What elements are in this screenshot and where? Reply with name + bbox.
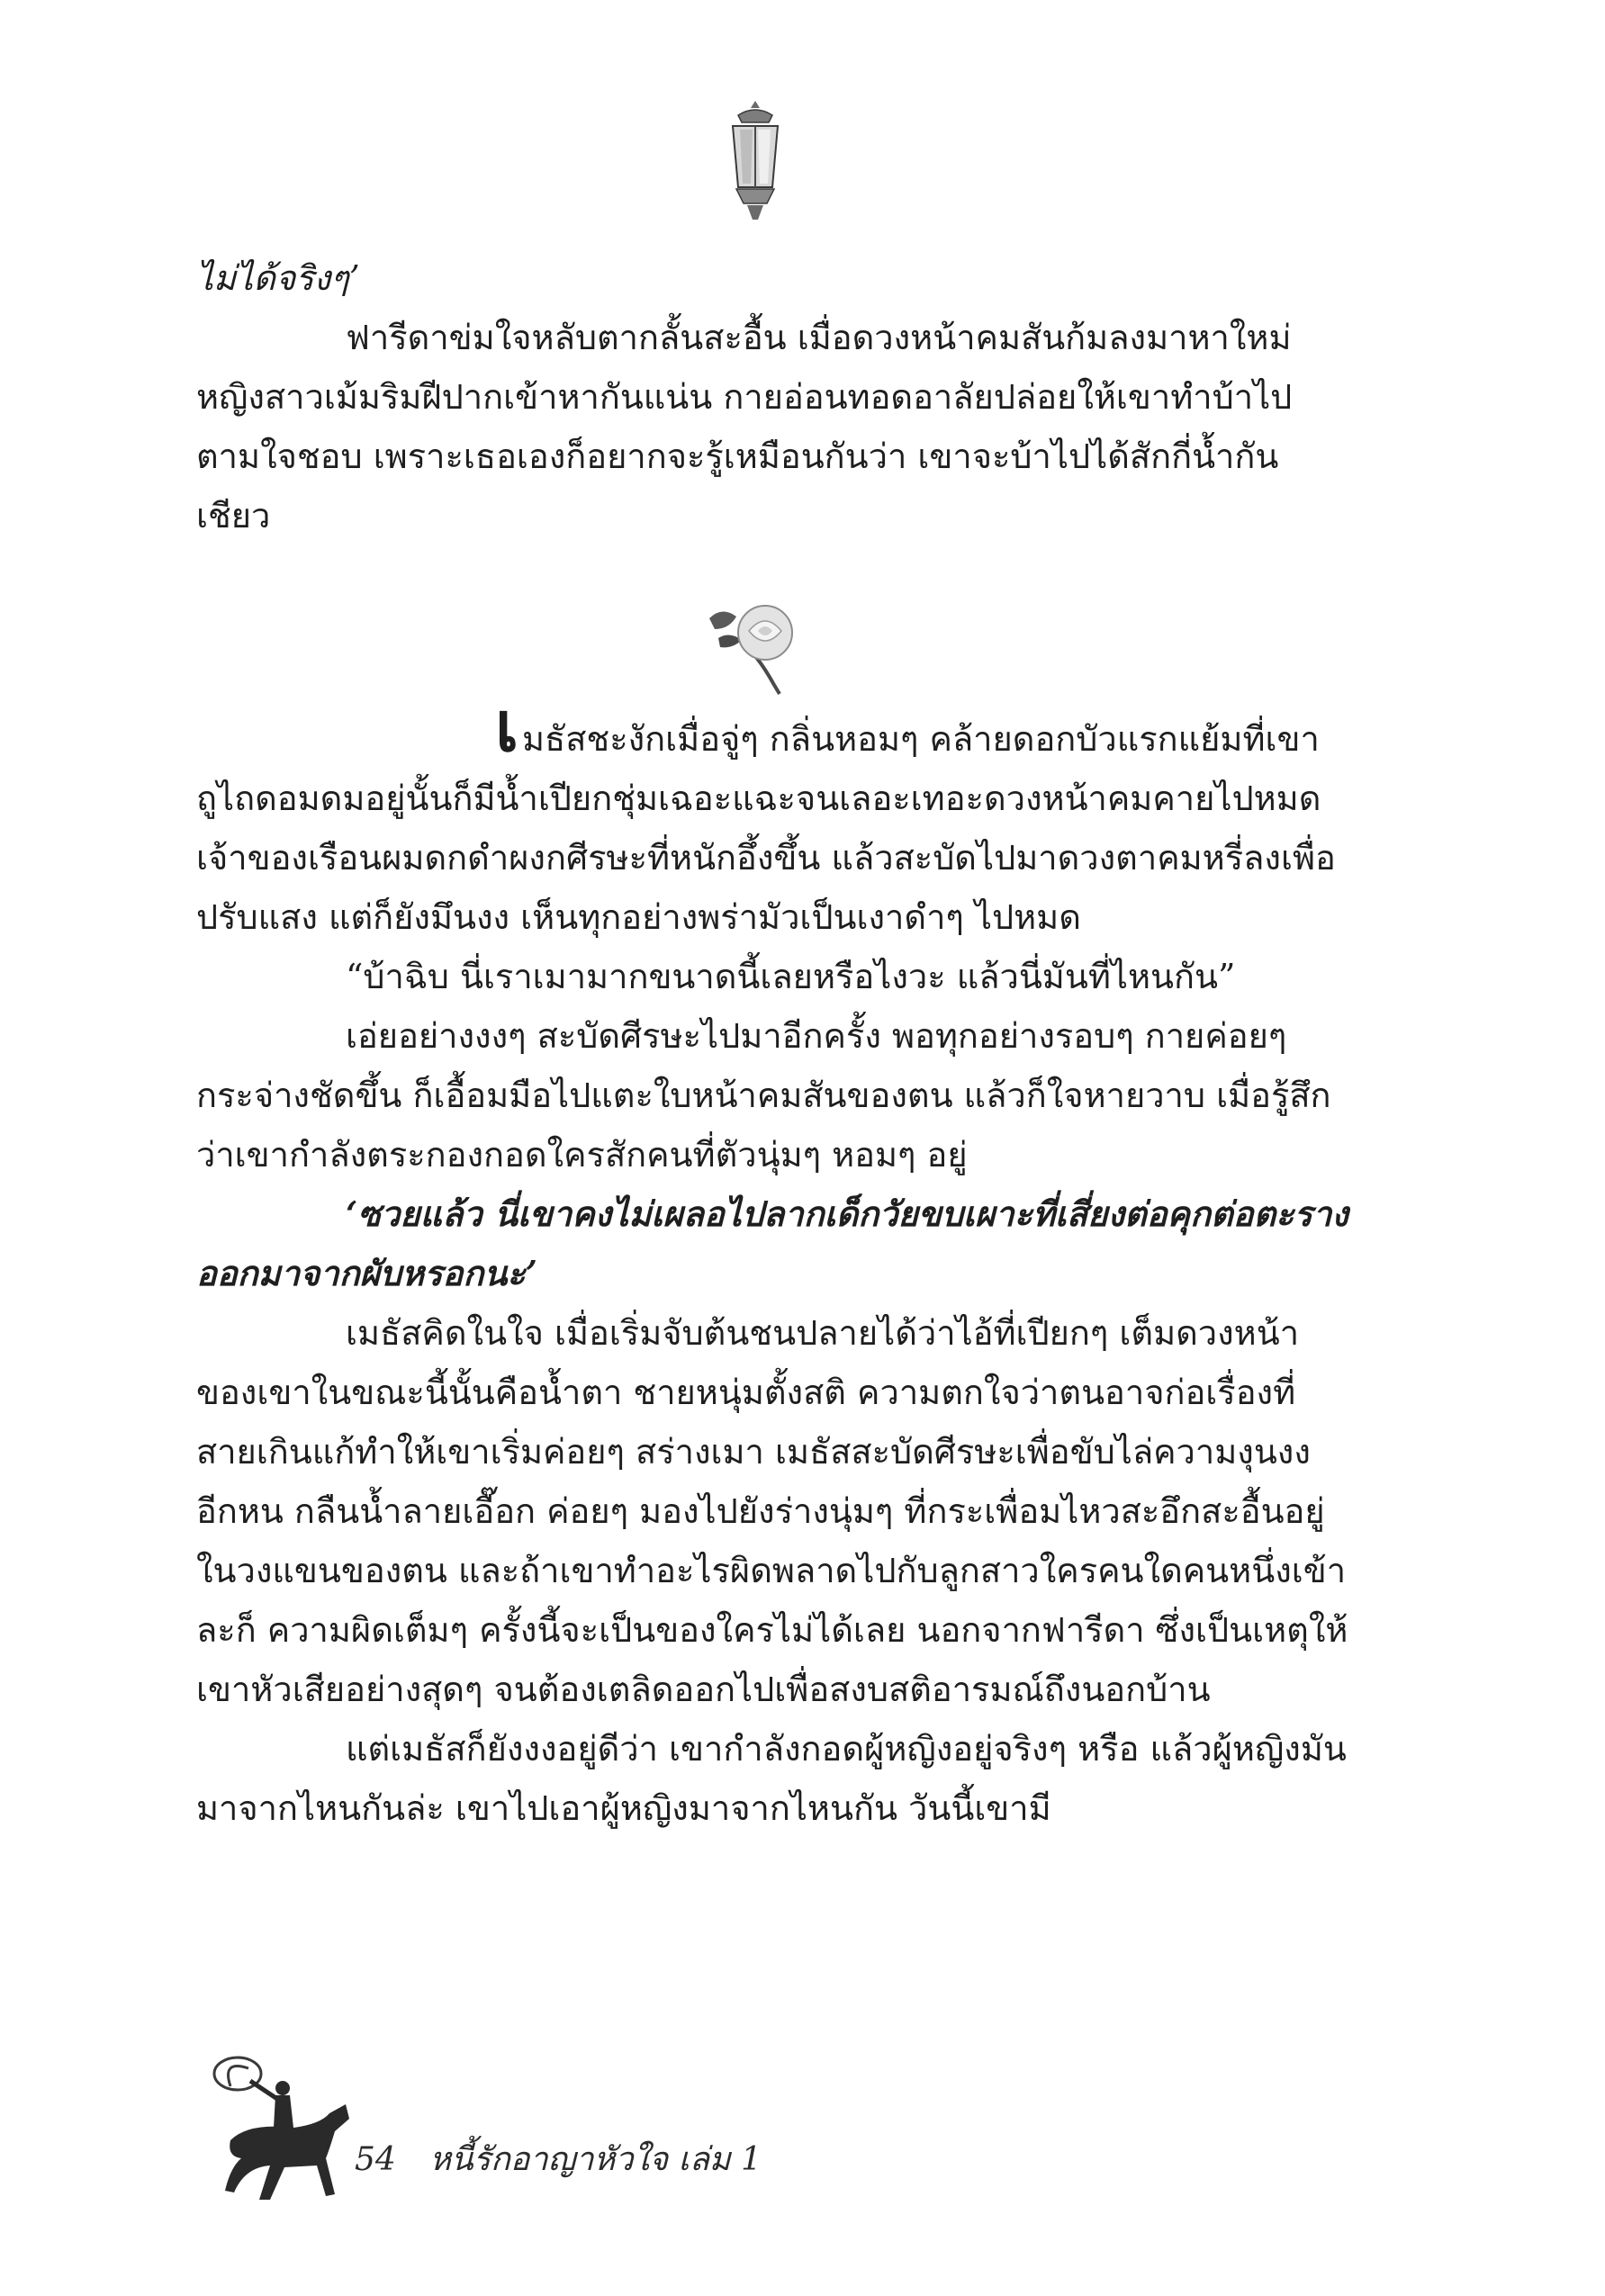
text-section-2 [196,687,1350,1838]
text-section-1 [196,248,1350,545]
dialogue-quote: “บ้าฉิบ นี่เราเมามากขนาดนี้เลยหรือไงวะ แล้วนี่มันที่ไหนกัน” [346,957,1236,996]
drop-cap: เ [495,687,518,767]
paragraph: เอ่ยอย่างงงๆ สะบัดศีรษะไปมาอีกครั้ง พอทุกอย่างรอบๆ กายค่อยๆ กระจ่างชัดขึ้น ก็เอื้อมมือไปแตะใบหน้าคมสันของตน แล้วก็ใจหายวาบ เมื่อรู้สึกว่าเขากำลังตระกองกอดใครสักคนที่ตัวนุ่มๆ หอมๆ อยู่ [196,1016,1331,1175]
opening-paragraph [196,687,1350,947]
paragraph: เมธัสคิดในใจ เมื่อเริ่มจับต้นชนปลายได้ว่าไอ้ที่เปียกๆ เต็มดวงหน้าของเขาในขณะนี้นั้นคือน้ำตา ชายหนุ่มตั้งสติ ความตกใจว่าตนอาจก่อเรื่องที่สายเกินแก้ทำให้เขาเริ่มค่อยๆ สร่างเมา เมธัสสะบัดศีรษะเพื่อขับไล่ความงุนงงอีกหน กลืนน้ำลายเอื๊อก ค่อยๆ มองไปยังร่างนุ่มๆ ที่กระเพื่อมไหวสะอึกสะอื้นอยู่ในวงแขนของตน และถ้าเขาทำอะไรผิดพลาดไปกับลูกสาวใครคนใดคนหนึ่งเข้าละก็ ความผิดเต็มๆ ครั้งนี้จะเป็นของใครไม่ได้เลย นอกจากฟารีดา ซึ่งเป็นเหตุให้เขาหัวเสียอย่างสุดๆ จนต้องเตลิดออกไปเพื่อสงบสติอารมณ์ถึงนอกบ้าน [196,1313,1348,1709]
horse-rider-icon [194,2041,374,2221]
page-footer [355,2133,762,2184]
closing-thought-line: ไม่ได้จริงๆ’ [196,258,360,298]
paragraph-text: มธัสชะงักเมื่อจู่ๆ กลิ่นหอมๆ คล้ายดอกบัวแรกแย้มที่เขาถูไถดอมดมอยู่นั้นก็มีน้ำเปียกชุ่มเฉอะแฉะจนเลอะเทอะดวงหน้าคมคายไปหมด เจ้าของเรือนผมดกดำผงกศีรษะที่หนักอึ้งขึ้น แล้วสะบัดไปมาดวงตาคมหรี่ลงเพื่อปรับแสง แต่ก็ยังมึนงง เห็นทุกอย่างพร่ามัวเป็นเงาดำๆ ไปหมด [196,719,1336,937]
rose-icon [702,599,810,698]
paragraph: ฟารีดาข่มใจหลับตากลั้นสะอื้น เมื่อดวงหน้าคมสันก้มลงมาหาใหม่ หญิงสาวเม้มริมฝีปากเข้าหากันแน่น กายอ่อนทอดอาลัยปล่อยให้เขาทำบ้าไปตามใจชอบ เพราะเธอเองก็อยากจะรู้เหมือนกันว่า เขาจะบ้าไปได้สักกี่น้ำกันเชียว [196,318,1293,536]
paragraph: แต่เมธัสก็ยังงงอยู่ดีว่า เขากำลังกอดผู้หญิงอยู่จริงๆ หรือ แล้วผู้หญิงมันมาจากไหนกันล่ะ เขาไปเอาผู้หญิงมาจากไหนกัน วันนี้เขามี [196,1729,1347,1828]
book-title: หนี้รักอาญาหัวใจ เล่ม 1 [429,2141,762,2178]
lantern-icon [720,99,790,225]
inner-thought: ‘ซวยแล้ว นี่เขาคงไม่เผลอไปลากเด็กวัยขบเผาะที่เสี่ยงต่อคุกต่อตะรางออกมาจากผับหรอกนะ’ [196,1193,1348,1293]
page-number: 54 [355,2141,396,2178]
